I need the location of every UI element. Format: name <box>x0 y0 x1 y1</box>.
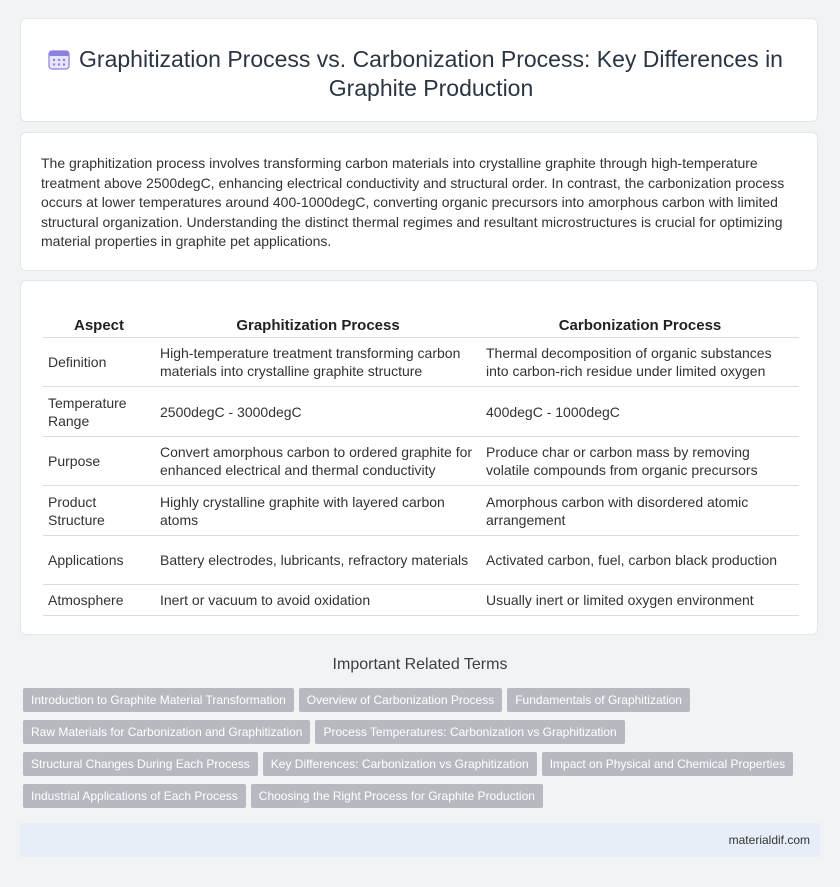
table-row <box>43 437 799 486</box>
related-term-link[interactable]: Industrial Applications of Each Process <box>23 784 246 808</box>
page-title: Graphitization Process vs. Carbonization Process: Key Differences in Graphite Production <box>79 46 783 101</box>
comparison-table-card <box>20 280 818 635</box>
related-term-link[interactable]: Raw Materials for Carbonization and Graphitization <box>23 720 310 744</box>
row-aspect: Purpose <box>43 437 155 486</box>
row-carbonization: Usually inert or limited oxygen environment <box>481 585 799 616</box>
row-carbonization: 400degC - 1000degC <box>481 387 799 437</box>
related-terms-heading: Important Related Terms <box>332 656 508 673</box>
header-graphitization: Graphitization Process <box>155 315 481 338</box>
row-carbonization: Activated carbon, fuel, carbon black production <box>481 536 799 585</box>
row-graphitization: High-temperature treatment transforming carbon materials into crystalline graphite structure <box>155 338 481 387</box>
related-term-link[interactable]: Fundamentals of Graphitization <box>507 688 690 712</box>
row-aspect: Definition <box>43 338 155 387</box>
row-aspect: Applications <box>43 536 155 585</box>
row-aspect: Atmosphere <box>43 585 155 616</box>
row-graphitization: Convert amorphous carbon to ordered graphite for enhanced electrical and thermal conductivity <box>155 437 481 486</box>
footer-bar <box>20 823 820 857</box>
table-row <box>43 536 799 585</box>
header-aspect: Aspect <box>43 315 155 338</box>
table-row <box>43 338 799 387</box>
table-row <box>43 585 799 616</box>
header-card <box>20 18 818 122</box>
table-row <box>43 486 799 536</box>
row-carbonization: Thermal decomposition of organic substances into carbon-rich residue under limited oxygen <box>481 338 799 387</box>
related-term-link[interactable]: Structural Changes During Each Process <box>23 752 258 776</box>
related-term-link[interactable]: Choosing the Right Process for Graphite Production <box>251 784 543 808</box>
table-row <box>43 387 799 437</box>
header-carbonization: Carbonization Process <box>481 315 799 338</box>
related-term-link[interactable]: Overview of Carbonization Process <box>299 688 502 712</box>
footer-site-link[interactable]: materialdif.com <box>728 833 810 847</box>
row-carbonization: Amorphous carbon with disordered atomic arrangement <box>481 486 799 536</box>
row-graphitization: Inert or vacuum to avoid oxidation <box>155 585 481 616</box>
intro-text: The graphitization process involves transforming carbon materials into crystalline graphite through high-temperature treatment above 2500degC, enhancing electrical conductivity and structural order. In contrast, the carbonization process occurs at lower temperatures around 400-1000degC, converting organic precursors into amorphous carbon with limited structural organization. Understanding the distinct thermal regimes and resultant microstructures is crucial for optimizing material properties in graphite pet applications. <box>41 155 785 249</box>
intro-card <box>20 132 818 271</box>
row-graphitization: Battery electrodes, lubricants, refractory materials <box>155 536 481 585</box>
row-aspect: Product Structure <box>43 486 155 536</box>
row-graphitization: Highly crystalline graphite with layered carbon atoms <box>155 486 481 536</box>
row-carbonization: Produce char or carbon mass by removing volatile compounds from organic precursors <box>481 437 799 486</box>
row-aspect: Temperature Range <box>43 387 155 437</box>
related-terms-list <box>23 688 813 816</box>
table-header-row <box>43 315 799 338</box>
related-term-link[interactable]: Introduction to Graphite Material Transformation <box>23 688 294 712</box>
related-term-link[interactable]: Impact on Physical and Chemical Properties <box>542 752 793 776</box>
related-term-link[interactable]: Key Differences: Carbonization vs Graphitization <box>263 752 537 776</box>
related-term-link[interactable]: Process Temperatures: Carbonization vs Graphitization <box>315 720 624 744</box>
comparison-table <box>43 315 799 616</box>
row-graphitization: 2500degC - 3000degC <box>155 387 481 437</box>
